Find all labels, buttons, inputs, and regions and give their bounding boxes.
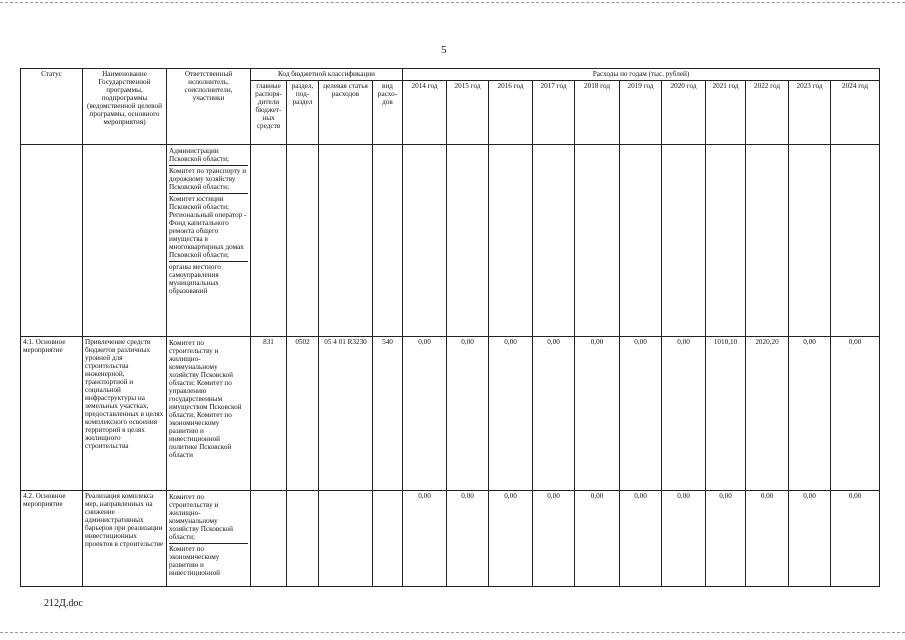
header-responsible: Ответственный исполнитель, соисполнители, участники [167,69,251,145]
code-cell: 540 [373,337,403,491]
header-year: 2017 год [533,81,575,145]
document-filename: 212Д.doc [44,598,83,609]
code-cell [251,145,287,337]
value-cell: 0,00 [620,337,662,491]
code-cell [373,145,403,337]
header-year: 2018 год [575,81,620,145]
header-code-section: раздел, под-раздел [287,81,319,145]
row-responsible [167,337,251,491]
header-name: Наименование Государственной программы, подпрограммы (ведомственной целевой программы, основного мероприятия) [83,69,167,145]
value-cell: 0,00 [447,491,489,587]
page-bottom-edge [0,632,905,633]
value-cell: 0,00 [789,337,831,491]
value-cell: 2020,20 [746,337,789,491]
row-name: Реализация комплекса мер, направленных на снижение административных барьеров при реализации инвестиционных проектов в строительстве [83,491,167,587]
header-code-target-article: целевая статья расходов [319,81,373,145]
row-status: 4.2. Основное мероприятие [21,491,83,587]
responsible-item: Комитет по строительству и жилищно-коммунальному хозяйству Псковской области; Комитет по управлению государственным имуществом Псковской области; Комитет по экономическому развитию и инвестиционной политике Псковской области [169,339,242,459]
value-cell [489,145,533,337]
code-cell [373,491,403,587]
header-expenses-group: Расходы по годам (тыс. рублей) [403,69,880,81]
page-number: 5 [441,44,447,56]
value-cell: 0,00 [447,337,489,491]
header-year: 2021 год [706,81,746,145]
row-status: 4.1. Основное мероприятие [21,337,83,491]
value-cell: 0,00 [620,491,662,587]
code-cell [287,491,319,587]
value-cell: 0,00 [831,491,880,587]
responsible-item: Комитет по транспорту и дорожному хозяйству Псковской области; [169,167,247,191]
responsible-item: Комитет юстиции Псковской области; Региональный оператор - Фонд капитального ремонта общего имущества в многоквартирных домах Псковской области; [169,195,247,259]
responsible-item: органы местного самоуправления муниципальных образований [169,261,248,297]
code-cell [287,145,319,337]
value-cell: 0,00 [489,337,533,491]
header-code-expense-type: вид расхо-дов [373,81,403,145]
value-cell: 0,00 [533,491,575,587]
value-cell: 0,00 [489,491,533,587]
budget-table [20,68,880,587]
row-name [83,145,167,337]
header-year: 2022 год [746,81,789,145]
code-cell: 05 4 01 R3230 [319,337,373,491]
header-year: 2015 год [447,81,489,145]
value-cell [789,145,831,337]
value-cell [447,145,489,337]
header-year: 2024 год [831,81,880,145]
responsible-item: Администрации Псковской области; [169,147,230,163]
row-responsible [167,491,251,587]
value-cell: 0,00 [575,491,620,587]
value-cell: 0,00 [706,491,746,587]
value-cell: 1010,10 [706,337,746,491]
value-cell: 0,00 [789,491,831,587]
code-cell [319,145,373,337]
header-year: 2019 год [620,81,662,145]
value-cell [403,145,447,337]
table-row [21,337,880,491]
value-cell: 0,00 [831,337,880,491]
value-cell [706,145,746,337]
value-cell: 0,00 [403,337,447,491]
code-cell: 0502 [287,337,319,491]
table-row [21,491,880,587]
value-cell [831,145,880,337]
value-cell [533,145,575,337]
value-cell [575,145,620,337]
header-year: 2023 год [789,81,831,145]
header-year: 2016 год [489,81,533,145]
value-cell: 0,00 [533,337,575,491]
header-budget-code-group: Код бюджетной классификации [251,69,403,81]
row-status [21,145,83,337]
code-cell [251,491,287,587]
row-name: Привлечение средств бюджетов различных уровней для строительства инженерной, транспортной и социальной инфраструктуры на земельных участках, предоставленных в целях комплексного освоения территорий в целях жилищного строительства [83,337,167,491]
table-row [21,145,880,337]
value-cell [620,145,662,337]
responsible-item: Комитет по экономическому развитию и инвестиционной [169,543,248,579]
value-cell: 0,00 [403,491,447,587]
row-responsible [167,145,251,337]
value-cell [746,145,789,337]
header-code-main-manager: главные распоря-дители бюджет-ных средств [251,81,287,145]
code-cell [319,491,373,587]
header-year: 2014 год [403,81,447,145]
header-status: Статус [21,69,83,145]
value-cell: 0,00 [575,337,620,491]
header-year: 2020 год [662,81,706,145]
value-cell [662,145,706,337]
page-top-edge [0,2,905,3]
responsible-item: Комитет по строительству и жилищно-коммунальному хозяйству Псковской области; [169,493,233,541]
value-cell: 0,00 [746,491,789,587]
value-cell: 0,00 [662,491,706,587]
value-cell: 0,00 [662,337,706,491]
code-cell: 831 [251,337,287,491]
